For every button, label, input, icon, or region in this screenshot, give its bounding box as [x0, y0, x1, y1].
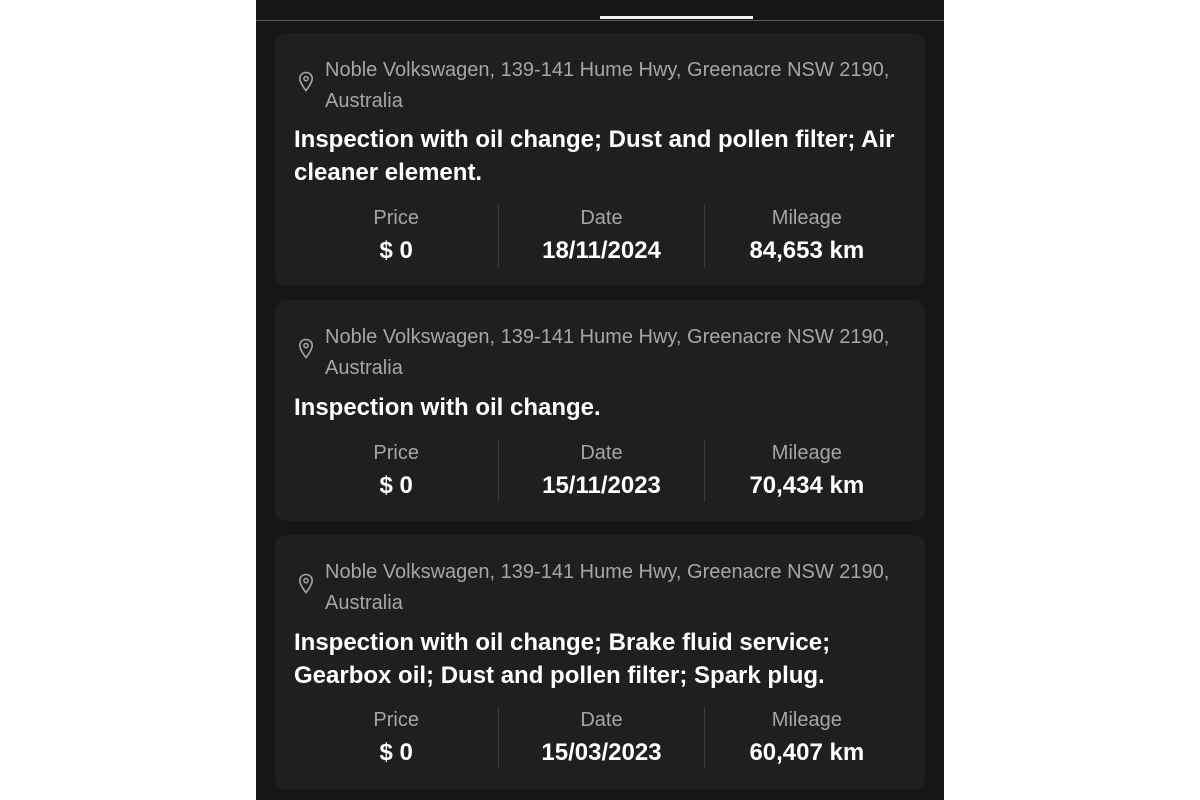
price-label: Price: [373, 709, 419, 731]
mileage-label: Mileage: [771, 442, 842, 464]
tab-bar: [256, 0, 944, 21]
service-stats: [294, 707, 909, 769]
date-value: 18/11/2024: [542, 237, 661, 264]
date-label: Date: [580, 207, 623, 229]
location-pin-icon: [298, 71, 314, 93]
mileage-value: 60,407 km: [749, 739, 865, 766]
service-location: Noble Volkswagen, 139-141 Hume Hwy, Greenacre NSW 2190, Australia: [325, 326, 890, 379]
service-location: Noble Volkswagen, 139-141 Hume Hwy, Greenacre NSW 2190, Australia: [325, 561, 890, 614]
date-value: 15/11/2023: [542, 472, 661, 499]
mileage-value: 84,653 km: [749, 237, 865, 264]
price-value: $ 0: [379, 739, 413, 766]
mileage-value: 70,434 km: [749, 472, 865, 499]
service-stats: [294, 205, 909, 267]
service-record-card[interactable]: [275, 33, 925, 286]
service-record-card[interactable]: [275, 300, 925, 521]
mileage-label: Mileage: [771, 207, 842, 229]
date-value: 15/03/2023: [541, 739, 662, 766]
active-tab-indicator[interactable]: [600, 16, 753, 19]
service-history-panel: [256, 0, 944, 800]
price-label: Price: [373, 442, 419, 464]
service-description: Inspection with oil change; Brake fluid service; Gearbox oil; Dust and pollen filter; Spark plug.: [294, 629, 831, 689]
date-label: Date: [580, 442, 623, 464]
location-pin-icon: [298, 573, 314, 595]
service-description: Inspection with oil change; Dust and pollen filter; Air cleaner element.: [294, 126, 895, 186]
price-value: $ 0: [379, 472, 413, 499]
service-description: Inspection with oil change.: [294, 394, 601, 421]
service-record-card[interactable]: [275, 535, 925, 790]
location-pin-icon: [298, 338, 314, 360]
service-location: Noble Volkswagen, 139-141 Hume Hwy, Greenacre NSW 2190, Australia: [325, 59, 890, 112]
mileage-label: Mileage: [771, 709, 842, 731]
service-stats: [294, 440, 909, 502]
price-label: Price: [373, 207, 419, 229]
date-label: Date: [580, 709, 623, 731]
price-value: $ 0: [379, 237, 413, 264]
